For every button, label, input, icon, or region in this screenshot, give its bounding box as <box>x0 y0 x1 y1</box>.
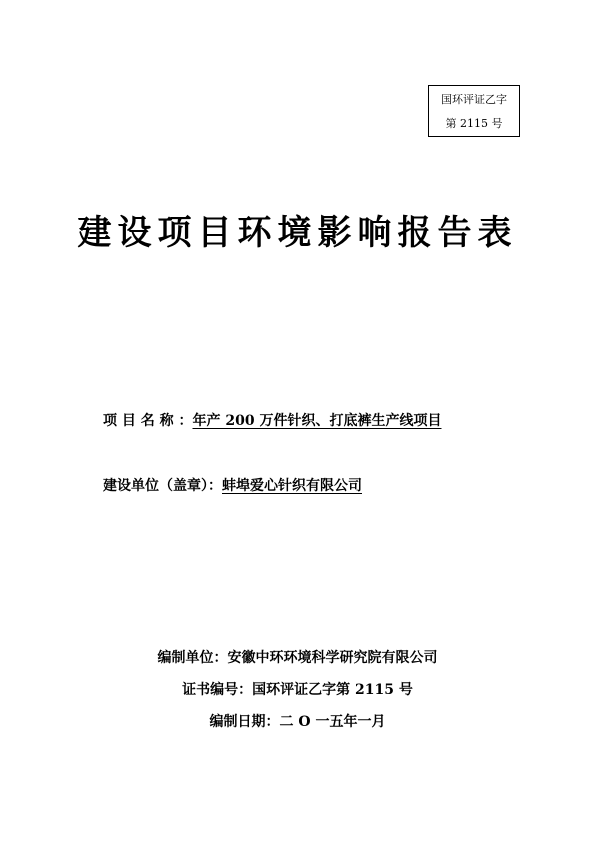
prepared-date: 编制日期：二 O 一五年一月 <box>209 714 386 730</box>
certificate-box <box>428 85 520 137</box>
certificate-line-2: 第 2115 号 <box>445 117 503 130</box>
document-title: 建设项目环境影响报告表 <box>77 213 518 253</box>
construction-unit-label: 建设单位（盖章）： <box>103 478 222 494</box>
project-name-field <box>103 410 441 430</box>
prepared-by: 编制单位：安徽中环环境科学研究院有限公司 <box>157 650 438 666</box>
construction-unit-field <box>103 475 362 495</box>
project-name-value: 年产 200 万件针织、打底裤生产线项目 <box>192 413 442 429</box>
certificate-line-1: 国环评证乙字 <box>441 93 507 106</box>
certificate-number: 证书编号：国环评证乙字第 2115 号 <box>182 682 413 698</box>
project-name-label: 项 目 名 称 ： <box>103 413 193 429</box>
construction-unit-value: 蚌埠爱心针织有限公司 <box>222 478 362 494</box>
